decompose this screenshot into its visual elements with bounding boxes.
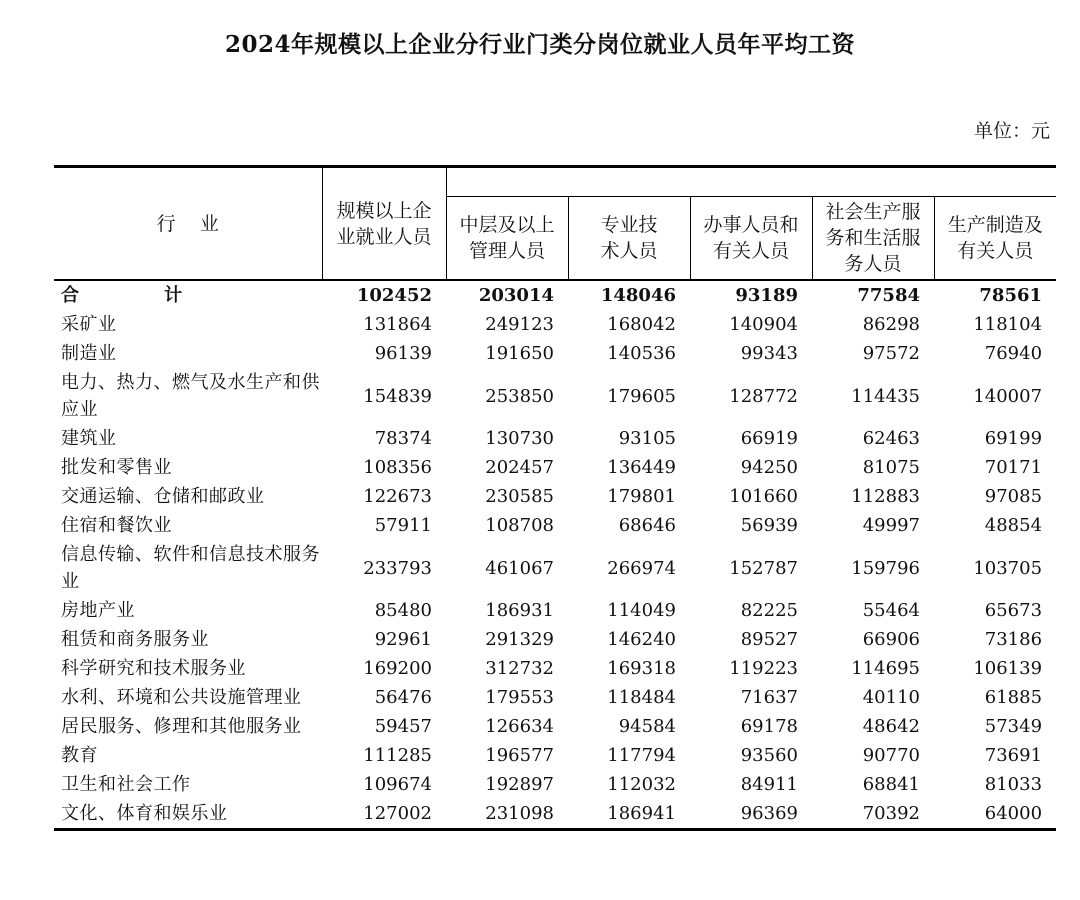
- wage-value: 73691: [984, 745, 1043, 766]
- wage-value: 191650: [485, 343, 554, 364]
- wage-value: 117794: [607, 745, 676, 766]
- industry-name: 文化、体育和娱乐业: [61, 803, 228, 824]
- wage-value: 102452: [322, 280, 446, 310]
- wage-value: 66906: [862, 629, 920, 650]
- wage-value: 152787: [729, 557, 798, 579]
- wage-value: 82225: [740, 600, 798, 621]
- wage-value: 68841: [862, 774, 920, 795]
- wage-value: 64000: [984, 803, 1043, 824]
- wage-value: 68646: [618, 515, 676, 536]
- wage-value: 62463: [862, 428, 920, 449]
- wage-value: 118104: [973, 314, 1043, 335]
- industry-name: 建筑业: [61, 428, 117, 449]
- wage-value: 253850: [485, 385, 554, 407]
- wage-value: 233793: [363, 557, 432, 579]
- table-body: [54, 280, 1056, 830]
- industry-name: 教育: [61, 745, 98, 766]
- wage-value: 106139: [973, 658, 1043, 679]
- wage-value: 461067: [485, 557, 554, 579]
- wage-value: 148046: [568, 280, 690, 310]
- wage-value: 73186: [984, 629, 1043, 650]
- header-professional: 专业技术人员: [568, 197, 690, 281]
- wage-value: 108708: [485, 515, 554, 536]
- industry-name: 交通运输、仓储和邮政业: [61, 486, 265, 507]
- wage-value: 128772: [729, 385, 798, 407]
- wage-value: 192897: [485, 774, 554, 795]
- table-row: [54, 540, 1056, 596]
- wage-value: 114049: [607, 600, 676, 621]
- wage-value: 48854: [984, 515, 1043, 536]
- wage-value: 159796: [851, 557, 920, 579]
- wage-value: 196577: [485, 745, 554, 766]
- wage-value: 77584: [812, 280, 934, 310]
- header-managers: 中层及以上管理人员: [446, 197, 568, 281]
- wage-value: 65673: [984, 600, 1043, 621]
- header-production: 生产制造及有关人员: [934, 197, 1056, 281]
- industry-name: 采矿业: [61, 314, 117, 335]
- industry-name: 制造业: [61, 343, 117, 364]
- page-title: 2024年规模以上企业分行业门类分岗位就业人员年平均工资: [224, 31, 855, 58]
- wage-value: 131864: [363, 314, 432, 335]
- wage-value: 186941: [607, 803, 676, 824]
- wage-value: 122673: [363, 486, 432, 507]
- industry-name: 居民服务、修理和其他服务业: [61, 716, 302, 737]
- wage-value: 85480: [374, 600, 432, 621]
- wage-value: 130730: [485, 428, 554, 449]
- wage-value: 70392: [862, 803, 920, 824]
- wage-value: 92961: [374, 629, 432, 650]
- wage-value: 57911: [374, 515, 432, 536]
- industry-name: 批发和零售业: [61, 457, 172, 478]
- table-row: [54, 654, 1056, 683]
- table-row: [54, 310, 1056, 339]
- wage-value: 40110: [862, 687, 920, 708]
- wage-value: 93189: [690, 280, 812, 310]
- table-row: [54, 482, 1056, 511]
- wage-value: 154839: [363, 385, 432, 407]
- table-row: [54, 453, 1056, 482]
- table-row: [54, 511, 1056, 540]
- wage-value: 97572: [862, 343, 920, 364]
- wage-value: 89527: [740, 629, 798, 650]
- wage-value: 126634: [485, 716, 554, 737]
- wage-value: 112032: [607, 774, 676, 795]
- wage-value: 97085: [984, 486, 1043, 507]
- wage-value: 114435: [851, 385, 920, 407]
- wage-value: 179553: [485, 687, 554, 708]
- wage-value: 112883: [851, 486, 920, 507]
- header-spacer: [446, 167, 1056, 197]
- wage-value: 81033: [984, 774, 1043, 795]
- wage-value: 103705: [973, 557, 1043, 579]
- wage-value: 56476: [374, 687, 432, 708]
- industry-name: 信息传输、软件和信息技术服务业: [61, 544, 320, 592]
- wage-value: 312732: [485, 658, 554, 679]
- wage-value: 56939: [740, 515, 798, 536]
- wage-value: 136449: [607, 457, 676, 478]
- industry-name: 房地产业: [61, 600, 135, 621]
- wage-value: 78561: [934, 280, 1056, 310]
- wage-value: 111285: [363, 745, 432, 766]
- wage-value: 266974: [607, 557, 676, 579]
- wage-value: 202457: [485, 457, 554, 478]
- header-industry: 行 业: [54, 167, 322, 281]
- header-total-employees: 规模以上企业就业人员: [322, 167, 446, 281]
- wage-value: 94584: [618, 716, 676, 737]
- industry-name: 科学研究和技术服务业: [61, 658, 246, 679]
- wage-value: 69178: [740, 716, 798, 737]
- table-row: [54, 368, 1056, 424]
- wage-value: 169200: [363, 658, 432, 679]
- table-row: [54, 712, 1056, 741]
- wage-value: 84911: [740, 774, 798, 795]
- table-row: [54, 625, 1056, 654]
- wage-value: 93560: [740, 745, 798, 766]
- wage-value: 140536: [607, 343, 676, 364]
- wage-value: 70171: [984, 457, 1043, 478]
- industry-name: 租赁和商务服务业: [61, 629, 209, 650]
- industry-name: 电力、热力、燃气及水生产和供应业: [61, 372, 320, 420]
- wage-value: 71637: [740, 687, 798, 708]
- wage-value: 108356: [363, 457, 432, 478]
- industry-name: 卫生和社会工作: [61, 774, 191, 795]
- wage-value: 168042: [607, 314, 676, 335]
- wage-value: 146240: [607, 629, 676, 650]
- wage-value: 231098: [485, 803, 554, 824]
- wage-value: 55464: [862, 600, 920, 621]
- wage-value: 86298: [862, 314, 920, 335]
- wage-value: 49997: [862, 515, 920, 536]
- industry-name: 合 计: [54, 280, 322, 310]
- wage-value: 69199: [984, 428, 1043, 449]
- table-row: [54, 741, 1056, 770]
- wage-value: 179801: [607, 486, 676, 507]
- wage-value: 66919: [740, 428, 798, 449]
- wage-value: 118484: [607, 687, 676, 708]
- wage-value: 90770: [862, 745, 920, 766]
- total-row: [54, 280, 1056, 310]
- wage-value: 57349: [984, 716, 1043, 737]
- wage-value: 179605: [607, 385, 676, 407]
- table-row: [54, 424, 1056, 453]
- table-row: [54, 596, 1056, 625]
- unit-label: 单位：元: [973, 120, 1050, 142]
- wage-value: 93105: [618, 428, 676, 449]
- wage-value: 119223: [729, 658, 798, 679]
- wage-value: 140904: [729, 314, 798, 335]
- table-row: [54, 770, 1056, 799]
- wage-value: 249123: [485, 314, 554, 335]
- wage-value: 186931: [485, 600, 554, 621]
- wage-value: 61885: [984, 687, 1043, 708]
- wage-value: 127002: [363, 803, 432, 824]
- wage-value: 48642: [862, 716, 920, 737]
- header-clerical: 办事人员和有关人员: [690, 197, 812, 281]
- wage-table: [54, 165, 1056, 831]
- wage-value: 114695: [851, 658, 920, 679]
- wage-value: 96139: [374, 343, 432, 364]
- wage-value: 59457: [374, 716, 432, 737]
- wage-value: 99343: [740, 343, 798, 364]
- wage-value: 109674: [363, 774, 432, 795]
- wage-value: 101660: [729, 486, 798, 507]
- wage-value: 81075: [862, 457, 920, 478]
- wage-value: 203014: [446, 280, 568, 310]
- wage-value: 140007: [973, 385, 1043, 407]
- wage-value: 291329: [485, 629, 554, 650]
- industry-name: 住宿和餐饮业: [61, 515, 172, 536]
- header-service: 社会生产服务和生活服务人员: [812, 197, 934, 281]
- table-row: [54, 683, 1056, 712]
- wage-value: 230585: [485, 486, 554, 507]
- table-row: [54, 339, 1056, 368]
- industry-name: 水利、环境和公共设施管理业: [61, 687, 302, 708]
- wage-value: 78374: [374, 428, 432, 449]
- wage-value: 96369: [740, 803, 798, 824]
- table-row: [54, 799, 1056, 830]
- wage-value: 169318: [607, 658, 676, 679]
- wage-value: 76940: [984, 343, 1043, 364]
- wage-value: 94250: [740, 457, 798, 478]
